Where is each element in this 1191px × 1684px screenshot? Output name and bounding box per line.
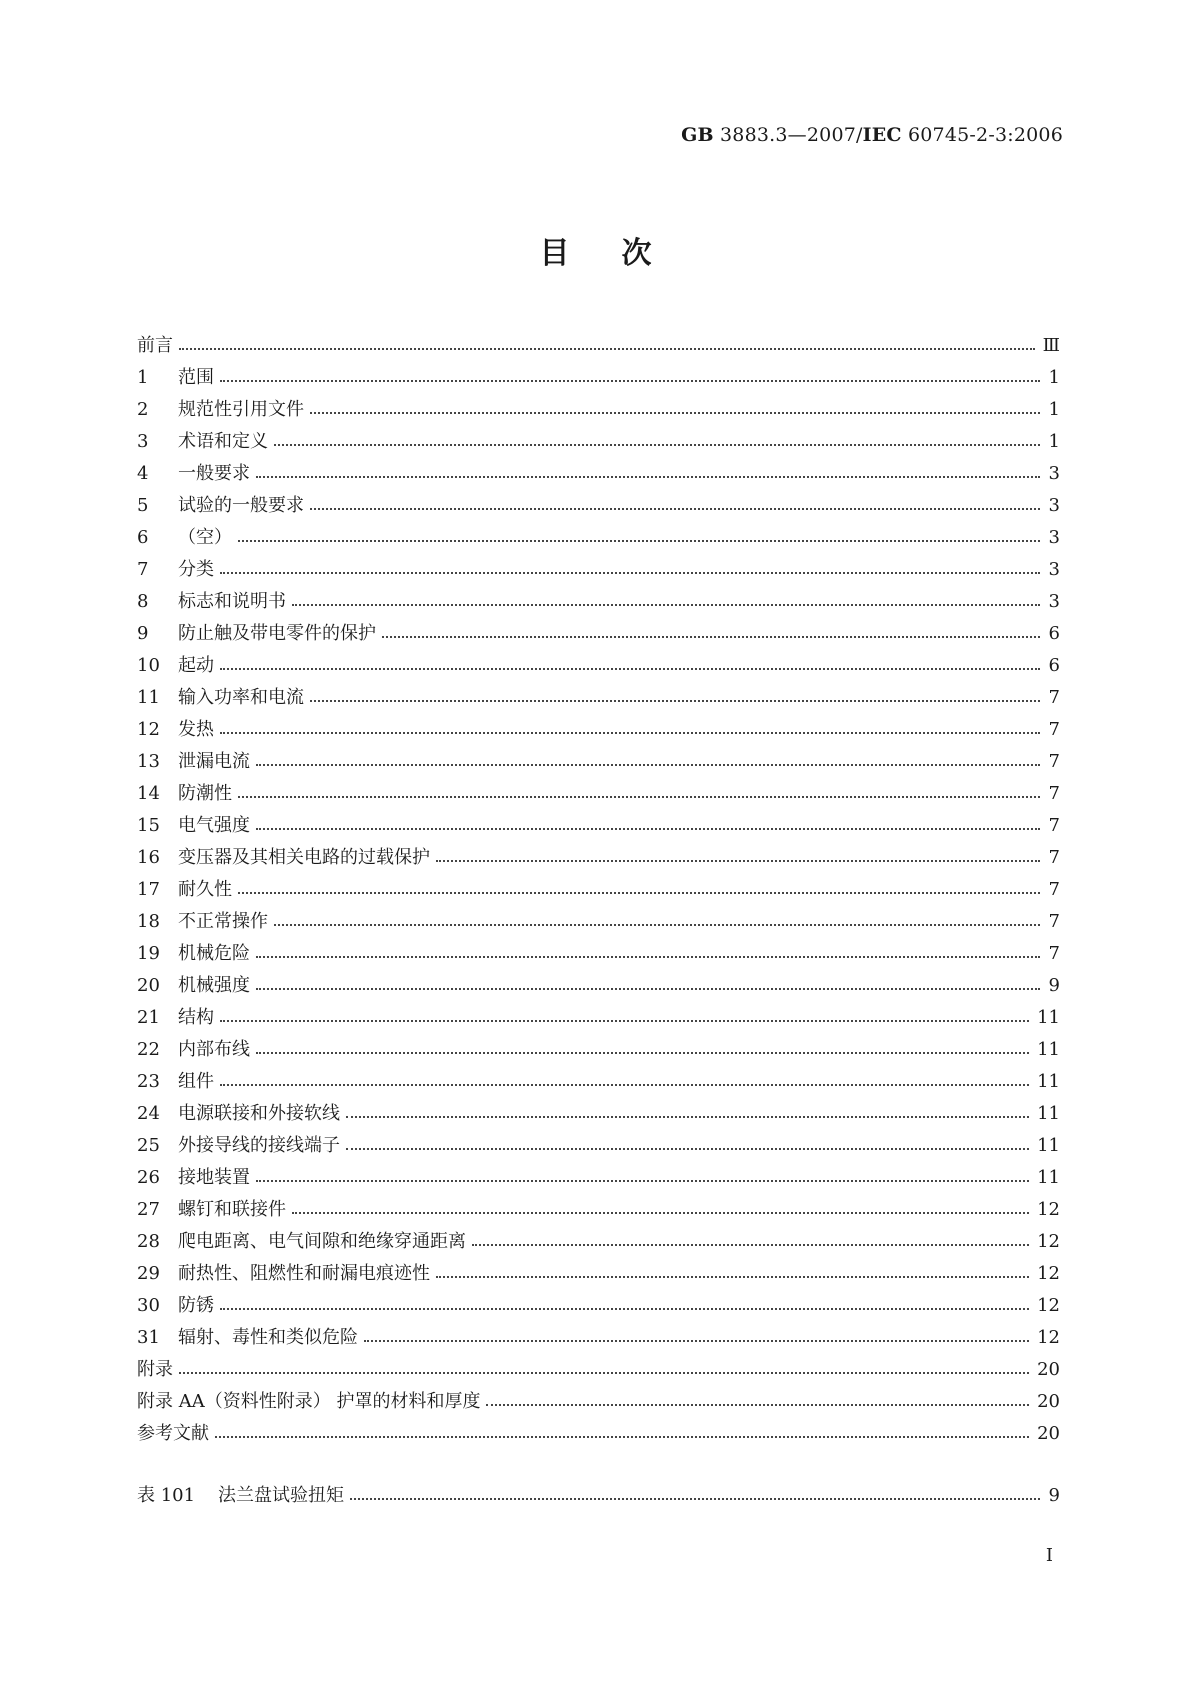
toc-table-number: 表 101 (137, 1485, 196, 1506)
toc-entry-label: 分类 (178, 559, 214, 580)
toc-entry-page: 7 (1048, 687, 1060, 708)
toc-leader-dots (292, 1212, 1029, 1214)
toc-leader-dots (238, 796, 1040, 798)
toc-leader-dots (220, 1084, 1029, 1086)
toc-leader-dots (364, 1340, 1029, 1342)
toc-entry-number: 10 (137, 655, 160, 676)
toc-entry[interactable] (137, 1162, 1060, 1194)
toc-entry-label: 外接导线的接线端子 (178, 1135, 340, 1156)
toc-entry-label: 输入功率和电流 (178, 687, 304, 708)
toc-entry-label: 螺钉和联接件 (178, 1199, 286, 1220)
toc-entry-number: 13 (137, 751, 160, 772)
toc-entry-number: 9 (137, 623, 149, 644)
toc-entry[interactable] (137, 1258, 1060, 1290)
toc-leader-dots (274, 444, 1040, 446)
toc-entry-number: 14 (137, 783, 160, 804)
toc-entry-page: 7 (1048, 879, 1060, 900)
toc-entry[interactable] (137, 522, 1060, 554)
toc-entry-label: 附录 AA（资料性附录） 护罩的材料和厚度 (137, 1391, 481, 1412)
toc-entry-number: 25 (137, 1135, 160, 1156)
toc-leader-dots (436, 1276, 1029, 1278)
toc-leader-dots (310, 700, 1040, 702)
page-number: I (1045, 1545, 1053, 1566)
toc-entry-page: 7 (1048, 719, 1060, 740)
toc-entry-page: Ⅲ (1042, 335, 1060, 356)
page-title: 目次 (539, 236, 704, 271)
toc-entry-label: （空） (178, 527, 232, 548)
toc-entry-label: 内部布线 (178, 1039, 250, 1060)
toc-entry-label: 不正常操作 (178, 911, 268, 932)
toc-entry-label: 机械强度 (178, 975, 250, 996)
toc-leader-dots (310, 412, 1040, 414)
toc-entry-label: 结构 (178, 1007, 214, 1028)
toc-leader-dots (346, 1148, 1029, 1150)
toc-entry-number: 18 (137, 911, 160, 932)
toc-entry-number: 26 (137, 1167, 160, 1188)
toc-leader-dots (486, 1404, 1029, 1406)
toc-entry-page: 1 (1048, 399, 1060, 420)
toc-entry-label: 泄漏电流 (178, 751, 250, 772)
toc-entry-number: 4 (137, 463, 149, 484)
toc-entry-page: 20 (1037, 1359, 1060, 1380)
toc-entry-page: 9 (1048, 975, 1060, 996)
toc-entry-label: 电源联接和外接软线 (178, 1103, 340, 1124)
toc-entry-page: 3 (1048, 495, 1060, 516)
toc-entry[interactable] (137, 330, 1060, 362)
toc-entry[interactable] (137, 1130, 1060, 1162)
toc-entry-label: 组件 (178, 1071, 214, 1092)
toc-entry-number: 22 (137, 1039, 160, 1060)
toc-entry-number: 12 (137, 719, 160, 740)
toc-entry-page: 7 (1048, 751, 1060, 772)
toc-entry-page: 20 (1037, 1423, 1060, 1444)
toc-entry[interactable] (137, 778, 1060, 810)
toc-entry-number: 16 (137, 847, 160, 868)
toc-entry-number: 5 (137, 495, 149, 516)
toc-leader-dots (274, 924, 1040, 926)
toc-table-entry[interactable] (137, 1480, 1060, 1512)
toc-entry-number: 19 (137, 943, 160, 964)
toc-table-label: 法兰盘试验扭矩 (218, 1485, 344, 1506)
toc-entry-page: 12 (1037, 1327, 1060, 1348)
toc-entry-label: 接地装置 (178, 1167, 250, 1188)
toc-entry-label: 规范性引用文件 (178, 399, 304, 420)
toc-leader-dots (179, 1372, 1029, 1374)
toc-entry[interactable] (137, 618, 1060, 650)
toc-leader-dots (220, 1020, 1029, 1022)
toc-entry[interactable] (137, 1290, 1060, 1322)
toc-entry-page: 3 (1048, 591, 1060, 612)
toc-entry-label: 前言 (137, 335, 173, 356)
toc-entry-label: 防锈 (178, 1295, 214, 1316)
toc-entry[interactable] (137, 1322, 1060, 1354)
toc-entry[interactable] (137, 842, 1060, 874)
toc-entry-page: 11 (1037, 1103, 1060, 1124)
toc-leader-dots (220, 668, 1040, 670)
toc-leader-dots (256, 1180, 1029, 1182)
toc-entry-label: 一般要求 (178, 463, 250, 484)
standard-gb: GB (681, 124, 714, 146)
toc-entry-page: 12 (1037, 1199, 1060, 1220)
toc-entry-page: 7 (1048, 815, 1060, 836)
toc-entry-page: 7 (1048, 943, 1060, 964)
toc-entry-label: 爬电距离、电气间隙和绝缘穿通距离 (178, 1231, 466, 1252)
toc-leader-dots (220, 572, 1040, 574)
toc-entry-label: 电气强度 (178, 815, 250, 836)
toc-entry-page: 7 (1048, 911, 1060, 932)
toc-leader-dots (472, 1244, 1029, 1246)
toc-entry-page: 20 (1037, 1391, 1060, 1412)
toc-leader-dots (220, 732, 1040, 734)
toc-entry-number: 31 (137, 1327, 160, 1348)
toc-entry-number: 7 (137, 559, 149, 580)
toc-entry-label: 发热 (178, 719, 214, 740)
toc-leader-dots (256, 828, 1040, 830)
toc-leader-dots (256, 988, 1040, 990)
toc-entry-page: 12 (1037, 1263, 1060, 1284)
toc-entry-number: 28 (137, 1231, 160, 1252)
toc-entry-label: 标志和说明书 (178, 591, 286, 612)
toc-entry-label: 附录 (137, 1359, 173, 1380)
toc-entry-number: 11 (137, 687, 160, 708)
toc-leader-dots (238, 540, 1040, 542)
toc-entry[interactable] (137, 810, 1060, 842)
toc-entry-page: 7 (1048, 847, 1060, 868)
toc-entry[interactable] (137, 362, 1060, 394)
toc-entry[interactable] (137, 1354, 1060, 1386)
toc-entry[interactable] (137, 1418, 1060, 1450)
toc-entry-page: 3 (1048, 559, 1060, 580)
toc-entry-page: 7 (1048, 783, 1060, 804)
toc-entry-number: 6 (137, 527, 149, 548)
toc-leader-dots (346, 1116, 1029, 1118)
toc-entry-page: 12 (1037, 1231, 1060, 1252)
toc-entry-number: 3 (137, 431, 149, 452)
toc-entry-number: 23 (137, 1071, 160, 1092)
toc-entry-number: 21 (137, 1007, 160, 1028)
toc-leader-dots (350, 1498, 1040, 1500)
toc-entry-page: 12 (1037, 1295, 1060, 1316)
toc-leader-dots (436, 860, 1040, 862)
toc-leader-dots (256, 956, 1040, 958)
toc-entry[interactable] (137, 970, 1060, 1002)
toc-entry-page: 1 (1048, 431, 1060, 452)
toc-leader-dots (179, 348, 1035, 350)
toc-entry-number: 20 (137, 975, 160, 996)
toc-entry-page: 1 (1048, 367, 1060, 388)
toc-entry-label: 耐热性、阻燃性和耐漏电痕迹性 (178, 1263, 430, 1284)
toc-entry-label: 耐久性 (178, 879, 232, 900)
toc-entry-number: 29 (137, 1263, 160, 1284)
toc-entry-number: 24 (137, 1103, 160, 1124)
toc-entry-label: 试验的一般要求 (178, 495, 304, 516)
toc-entry[interactable] (137, 394, 1060, 426)
toc-entry-label: 变压器及其相关电路的过载保护 (178, 847, 430, 868)
toc-entry-number: 17 (137, 879, 160, 900)
toc-table-page: 9 (1048, 1485, 1060, 1506)
toc-entry-number: 15 (137, 815, 160, 836)
toc-entry[interactable] (137, 586, 1060, 618)
toc-entry-page: 3 (1048, 527, 1060, 548)
toc-entry[interactable] (137, 1002, 1060, 1034)
toc-leader-dots (238, 892, 1040, 894)
toc-entry[interactable] (137, 906, 1060, 938)
toc-spacer (137, 1450, 1060, 1480)
toc-entry[interactable] (137, 1194, 1060, 1226)
standard-identifier (681, 124, 1063, 146)
toc-entry[interactable] (137, 426, 1060, 458)
toc-entry-number: 1 (137, 367, 149, 388)
toc-entry-page: 11 (1037, 1039, 1060, 1060)
toc-entry[interactable] (137, 682, 1060, 714)
toc-entry-label: 防潮性 (178, 783, 232, 804)
toc-leader-dots (256, 476, 1040, 478)
toc-entry[interactable] (137, 874, 1060, 906)
toc-entry[interactable] (137, 650, 1060, 682)
toc-entry-label: 术语和定义 (178, 431, 268, 452)
toc-entry[interactable] (137, 1066, 1060, 1098)
toc-entry[interactable] (137, 458, 1060, 490)
toc-leader-dots (382, 636, 1040, 638)
toc-leader-dots (292, 604, 1040, 606)
toc-entry-label: 参考文献 (137, 1423, 209, 1444)
toc-entry[interactable] (137, 1226, 1060, 1258)
toc-leader-dots (256, 1052, 1029, 1054)
toc-entry-page: 11 (1037, 1007, 1060, 1028)
standard-number: 3883.3—2007/ (713, 124, 863, 146)
toc-entry[interactable] (137, 714, 1060, 746)
toc-entry-page: 6 (1048, 623, 1060, 644)
toc-entry-page: 3 (1048, 463, 1060, 484)
toc-entry[interactable] (137, 746, 1060, 778)
toc-leader-dots (220, 1308, 1029, 1310)
toc-entry[interactable] (137, 1034, 1060, 1066)
standard-iec-number: 60745-2-3:2006 (901, 124, 1063, 146)
toc-entry[interactable] (137, 490, 1060, 522)
toc-entry-number: 30 (137, 1295, 160, 1316)
toc-leader-dots (215, 1436, 1029, 1438)
toc-entry-label: 防止触及带电零件的保护 (178, 623, 376, 644)
toc-entry[interactable] (137, 1098, 1060, 1130)
toc-entry-label: 机械危险 (178, 943, 250, 964)
toc-leader-dots (220, 380, 1040, 382)
toc-entry-page: 11 (1037, 1071, 1060, 1092)
toc-leader-dots (310, 508, 1040, 510)
standard-iec: IEC (862, 124, 902, 146)
toc-entry-number: 8 (137, 591, 149, 612)
toc-entry[interactable] (137, 554, 1060, 586)
toc-entry[interactable] (137, 1386, 1060, 1418)
table-of-contents (137, 330, 1060, 1512)
toc-entry-number: 27 (137, 1199, 160, 1220)
toc-entry[interactable] (137, 938, 1060, 970)
toc-entry-label: 辐射、毒性和类似危险 (178, 1327, 358, 1348)
toc-entry-page: 11 (1037, 1167, 1060, 1188)
toc-entry-label: 范围 (178, 367, 214, 388)
toc-entry-label: 起动 (178, 655, 214, 676)
toc-entry-number: 2 (137, 399, 149, 420)
toc-entry-page: 6 (1048, 655, 1060, 676)
toc-leader-dots (256, 764, 1040, 766)
toc-entry-page: 11 (1037, 1135, 1060, 1156)
